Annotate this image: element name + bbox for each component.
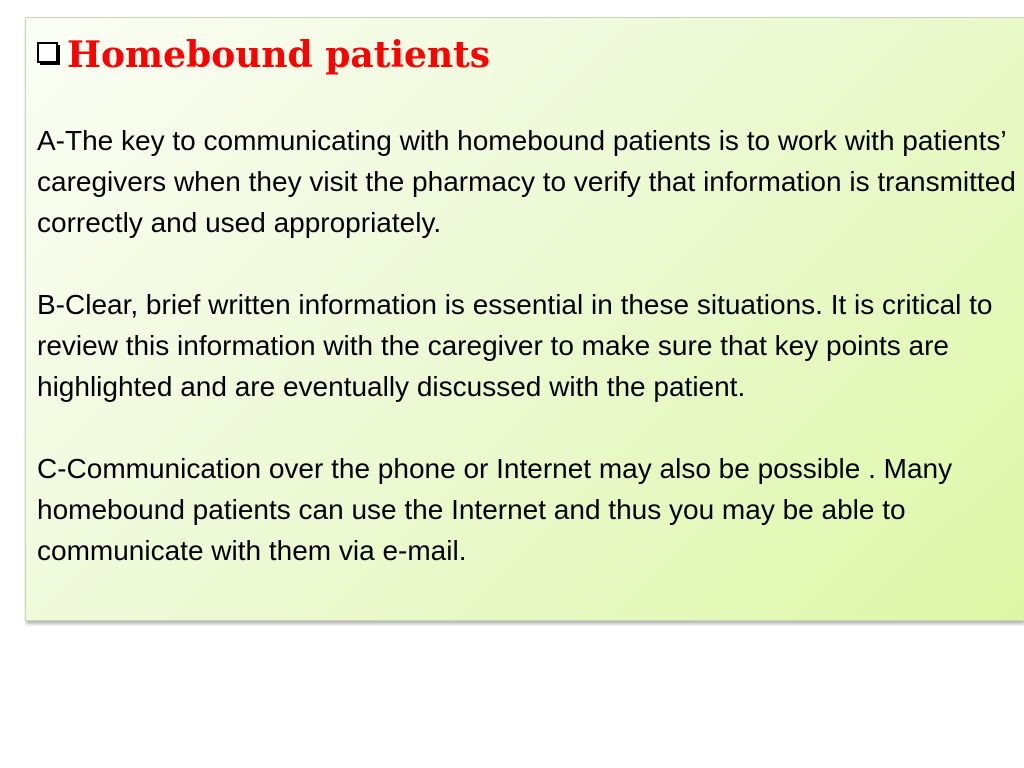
slide-title: Homebound patients xyxy=(67,34,491,76)
paragraph-c: C-Communication over the phone or Internet may also be possible . Many homebound patients can use the Internet and thus you may be able to communicate with them via e-mail. xyxy=(37,453,953,566)
body-text xyxy=(37,120,1022,571)
paragraph-a: A-The key to communicating with homebound patients is to work with patients’ caregivers when they visit the pharmacy to verify that information is transmitted correctly and used appropriately. xyxy=(37,125,1016,238)
checkbox-icon xyxy=(37,42,63,68)
content-box xyxy=(25,17,1024,621)
paragraph-b: B-Clear, brief written information is essential in these situations. It is critical to review this information with the caregiver to make sure that key points are highlighted and are eventually discussed with the patient. xyxy=(37,289,993,402)
title-row xyxy=(37,30,490,80)
